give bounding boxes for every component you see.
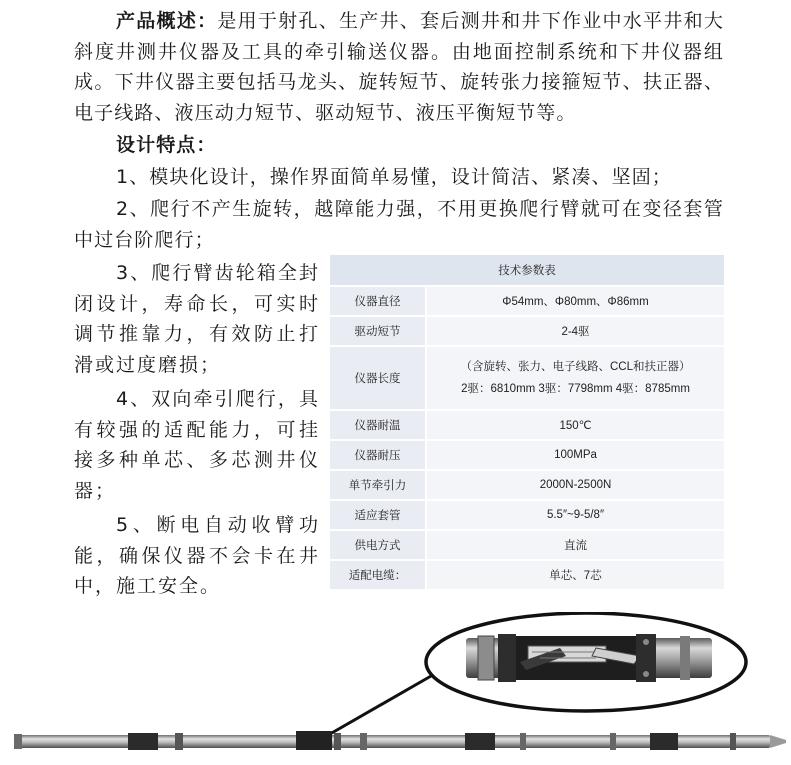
feature-item-3: 3、爬行臂齿轮箱全封闭设计，寿命长，可实时调节推靠力，有效防止打滑或过度磨损； [74, 262, 320, 376]
features-heading: 设计特点： [116, 134, 217, 156]
product-figure [0, 612, 791, 761]
spec-table [330, 255, 724, 591]
overview-paragraph [74, 6, 724, 128]
spec-key: 仪器直径 [330, 286, 426, 316]
table-row [330, 410, 724, 440]
feature-item-4: 4、双向牵引爬行，具有较强的适配能力，可挂接多种单芯、多芯测井仪器； [74, 388, 320, 502]
table-row [330, 440, 724, 470]
feature-item-1: 1、模块化设计，操作界面简单易懂，设计简洁、紧凑、坚固； [116, 166, 672, 188]
overview-label: 产品概述： [116, 10, 218, 32]
spec-value: 5.5″~9-5/8″ [426, 500, 724, 530]
spec-value: Φ54mm、Φ80mm、Φ86mm [426, 286, 724, 316]
spec-key: 仪器耐温 [330, 410, 426, 440]
table-row [330, 500, 724, 530]
spec-key: 仪器长度 [330, 346, 426, 410]
overview-text: 是用于射孔、生产井、套后测井和井下作业中水平井和大斜度井测井仪器及工具的牵引输送仪器。由地面控制系统和下井仪器组成。下井仪器主要包括马龙头、旋转短节、旋转张力接箍短节、扶正器、电子线路、液压动力短节、驱动短节、液压平衡短节等。 [74, 10, 724, 124]
spec-value: 150℃ [426, 410, 724, 440]
spec-value: 100MPa [426, 440, 724, 470]
magnified-callout [426, 613, 746, 711]
spec-value: 2-4驱 [426, 316, 724, 346]
spec-value: 直流 [426, 530, 724, 560]
spec-value-line-2: 2驱：6810mm 3驱：7798mm 4驱：8785mm [461, 383, 690, 395]
spec-table-title: 技术参数表 [330, 255, 724, 286]
table-row [330, 560, 724, 590]
spec-key: 仪器耐压 [330, 440, 426, 470]
spec-key: 单节牵引力 [330, 470, 426, 500]
spec-value: 2000N-2500N [426, 470, 724, 500]
table-row [330, 470, 724, 500]
feature-item-2: 2、爬行不产生旋转，越障能力强，不用更换爬行臂就可在变径套管中过台阶爬行； [74, 198, 724, 251]
spec-key: 驱动短节 [330, 316, 426, 346]
tool-string [14, 731, 786, 750]
spec-key: 适应套管 [330, 500, 426, 530]
table-row [330, 346, 724, 410]
table-row [330, 286, 724, 316]
table-row [330, 530, 724, 560]
spec-key: 适配电缆： [330, 560, 426, 590]
spec-value: 单芯、7芯 [426, 560, 724, 590]
table-row [330, 316, 724, 346]
spec-value-line-1: （含旋转、张力、电子线路、CCL和扶正器） [460, 361, 691, 373]
callout-leader-line [330, 672, 438, 734]
spec-key: 供电方式 [330, 530, 426, 560]
spec-value [426, 346, 724, 410]
feature-item-5: 5、断电自动收臂功能，确保仪器不会卡在井中，施工安全。 [74, 514, 320, 597]
tractor-tool-illustration [0, 612, 791, 761]
